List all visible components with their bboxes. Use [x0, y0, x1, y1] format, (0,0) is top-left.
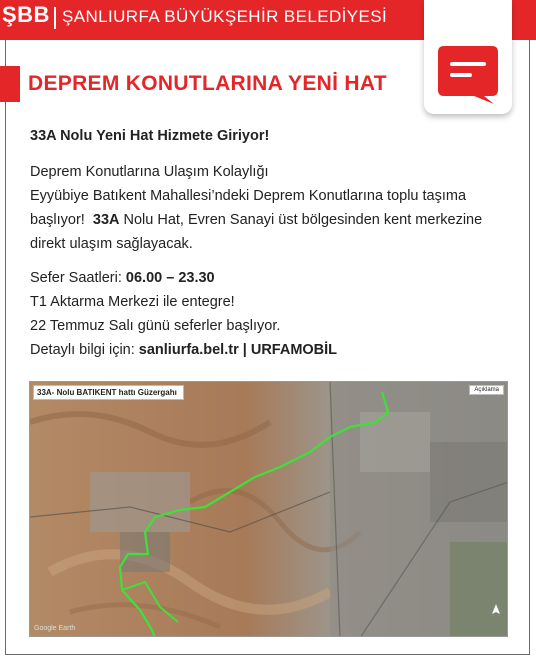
transfer-line: T1 Aktarma Merkezi ile entegre! [30, 294, 235, 310]
line-number: 33A [92, 212, 120, 228]
app-name[interactable]: URFAMOBİL [250, 342, 338, 358]
route-map[interactable] [29, 381, 508, 637]
chat-bubble-icon [436, 44, 500, 106]
schedule-label: Sefer Saatleri: [30, 270, 122, 286]
brand-logo: ŞBB [2, 2, 50, 27]
schedule-line [30, 266, 520, 290]
details-paragraph [30, 266, 520, 362]
description-line [30, 208, 520, 232]
website-link[interactable]: sanliurfa.bel.tr [138, 342, 239, 358]
title-accent [0, 66, 20, 102]
subtitle: 33A Nolu Yeni Hat Hizmete Giriyor! [30, 128, 270, 144]
satellite-terrain [30, 382, 508, 637]
map-source: Google Earth [34, 625, 76, 632]
description-line: Deprem Konutlarına Ulaşım Kolaylığı [30, 164, 269, 180]
info-line [30, 338, 520, 362]
schedule-value: 06.00 – 23.30 [125, 270, 215, 286]
description-line: Eyyübiye Batıkent Mahallesi’ndeki Deprem Konutlarına toplu taşıma [30, 188, 467, 204]
description-paragraph [30, 160, 520, 256]
info-label: Detaylı bilgi için: [30, 342, 135, 358]
page-title: DEPREM KONUTLARINA YENİ HAT [28, 72, 387, 95]
description-text: başlıyor! [30, 212, 85, 228]
info-separator: | [242, 342, 247, 358]
chat-tile[interactable] [424, 0, 512, 114]
map-legend: Açıklama [469, 385, 504, 395]
start-line: 22 Temmuz Salı günü seferler başlıyor. [30, 318, 281, 334]
announcement-text [30, 124, 520, 372]
brand-divider [54, 7, 56, 29]
description-text: Nolu Hat, Evren Sanayi üst bölgesinden kent merkezine [123, 212, 483, 228]
map-route-label: 33A- Nolu BATIKENT hattı Güzergahı [33, 385, 184, 400]
municipality-name: ŞANLIURFA BÜYÜKŞEHİR BELEDİYESİ [62, 7, 388, 26]
description-line: direkt ulaşım sağlayacak. [30, 236, 193, 252]
